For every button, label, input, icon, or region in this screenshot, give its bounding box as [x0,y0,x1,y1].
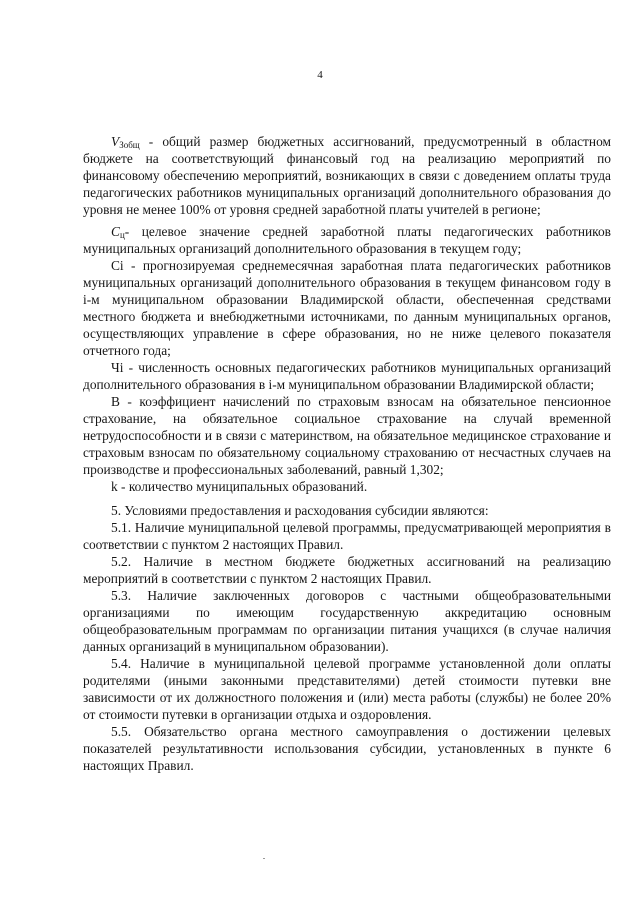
definition-v-total: $V_{Зобщ}$ - общий размер бюджетных ассигнований, предусмотренный в областном бюджете на соответствующий финансовый год на реализацию мероприятий по финансовому обеспечению мероприятий, возникающих в связи с доведением оплаты труда педагогических работников муниципальных организаций дополнительного образования до уровня не менее 100% от уровня средней заработной платы учителей в регионе; [83,134,611,217]
symbol-v-total: $V_{Зобщ}$ [111,134,140,150]
condition-5-1: 5.1. Наличие муниципальной целевой программы, предусматривающей мероприятия в соответствии с пунктом 2 настоящих Правил. [83,520,611,552]
definition-k: k - количество муниципальных образований. [111,479,368,494]
definition-b: В - коэффициент начислений по страховым взносам на обязательное пенсионное страхование, на обязательное социальное страхование на случай временной нетрудоспособности и в связи с материнством, на обязательное медицинское страхование и страховым взносам по обязательному социальному страхованию от несчастных случаев на производстве и профессиональных заболеваний, равный 1,302; [83,394,611,477]
definition-c-i: Сi - прогнозируемая среднемесячная заработная плата педагогических работников муниципальных организаций дополнительного образования в текущем финансовом году в i-м муниципальном образовании Владимирской области, обеспеченная средствами местного бюджета и внебюджетными источниками, по данным муниципальных органов, осуществляющих управление в сфере образования, но не ниже целевого показателя отчетного года; [83,258,611,358]
condition-5-4: 5.4. Наличие в муниципальной целевой программе установленной доли оплаты родителями (иными законными представителями) детей стоимости путевки вне зависимости от их должностного положения и (или) места работы (службы) не более 20% от стоимости путевки в организации отдыха и оздоровления. [83,656,611,722]
document-body [83,133,611,774]
condition-5-2: 5.2. Наличие в местном бюджете бюджетных ассигнований на реализацию мероприятий в соответствии с пунктом 2 настоящих Правил. [83,554,611,586]
definition-c-target: $С_ц-$ целевое значение средней заработной платы педагогических работников муниципальных организаций дополнительного образования в текущем году; [83,224,611,256]
condition-5-3: 5.3. Наличие заключенных договоров с частными общеобразовательными организациями по имеющим государственную аккредитацию основным общеобразовательным программам по организации питания учащихся (в случае наличия данных организаций в муниципальном образовании). [83,588,611,654]
scan-speck [263,858,265,859]
condition-5-5: 5.5. Обязательство органа местного самоуправления о достижении целевых показателей результативности использования субсидии, установленных в пункте 6 настоящих Правил. [83,724,611,773]
page-number: 4 [317,69,323,81]
symbol-c-target: $С_ц$ [111,224,125,240]
definition-ch-i: Чi - численность основных педагогических работников муниципальных организаций дополнительного образования в i-м муниципальном образовании Владимирской области; [83,360,611,392]
conditions-heading: 5. Условиями предоставления и расходования субсидии являются: [111,503,489,518]
